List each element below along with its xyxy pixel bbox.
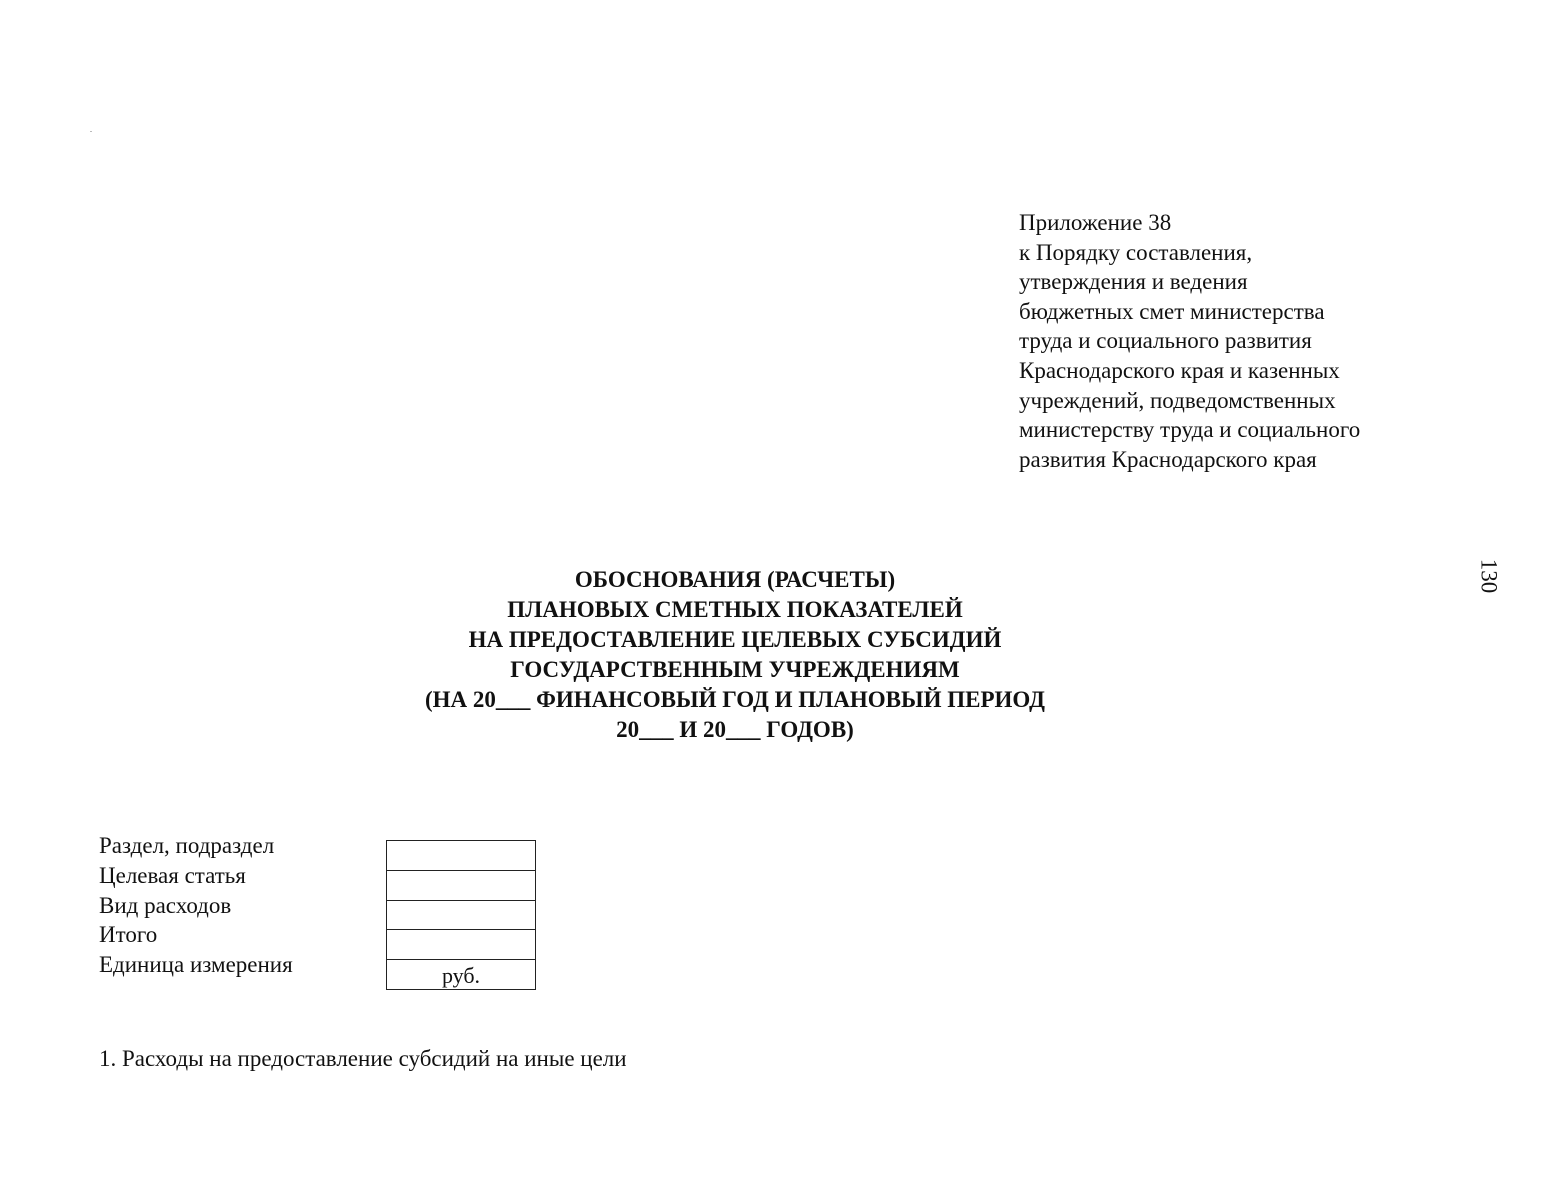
title-line: ПЛАНОВЫХ СМЕТНЫХ ПОКАЗАТЕЛЕЙ [507, 597, 963, 622]
code-label-target-article: Целевая статья [99, 862, 246, 888]
section-heading: 1. Расходы на предоставление субсидий на иные цели [99, 1046, 627, 1071]
code-row-expense-type [387, 900, 536, 930]
appendix-line: утверждения и ведения [1019, 269, 1248, 295]
code-label-total: Итого [99, 922, 158, 948]
appendix-reference [1019, 208, 1360, 474]
code-cell-total[interactable] [387, 930, 536, 960]
appendix-line: министерству труда и социального [1019, 417, 1361, 443]
appendix-line: учреждений, подведомственных [1019, 387, 1336, 413]
code-row-unit [387, 960, 536, 990]
scan-speck [90, 131, 92, 132]
appendix-line: труда и социального развития [1019, 328, 1312, 354]
code-table [386, 840, 536, 990]
title-line: НА ПРЕДОСТАВЛЕНИЕ ЦЕЛЕВЫХ СУБСИДИЙ [468, 627, 1002, 652]
page-number [1468, 546, 1508, 606]
appendix-line: к Порядку составления, [1019, 239, 1253, 265]
code-label-section: Раздел, подраздел [99, 833, 275, 858]
code-row-total [387, 930, 536, 960]
code-row-section [387, 841, 536, 871]
title-line: 20___ И 20___ ГОДОВ) [616, 717, 854, 742]
code-cell-expense-type[interactable] [387, 900, 536, 930]
code-label-unit: Единица измерения [99, 952, 293, 978]
title-line: ОБОСНОВАНИЯ (РАСЧЕТЫ) [574, 567, 896, 592]
code-cell-target-article[interactable] [387, 870, 536, 900]
title-line: (НА 20___ ФИНАНСОВЫЙ ГОД И ПЛАНОВЫЙ ПЕРИОД [424, 687, 1045, 712]
appendix-line: Краснодарского края и казенных [1019, 357, 1340, 383]
document-title [300, 565, 1170, 745]
code-cell-section[interactable] [387, 841, 536, 871]
title-line: ГОСУДАРСТВЕННЫМ УЧРЕЖДЕНИЯМ [510, 657, 960, 682]
appendix-line: развития Краснодарского края [1019, 446, 1317, 472]
page-number-text: 130 [1476, 558, 1501, 594]
code-labels [99, 831, 293, 980]
appendix-line: Приложение 38 [1019, 210, 1172, 235]
appendix-line: бюджетных смет министерства [1019, 298, 1325, 324]
code-cell-unit[interactable]: руб. [387, 960, 536, 990]
code-label-expense-type: Вид расходов [99, 892, 232, 918]
code-row-target-article [387, 870, 536, 900]
